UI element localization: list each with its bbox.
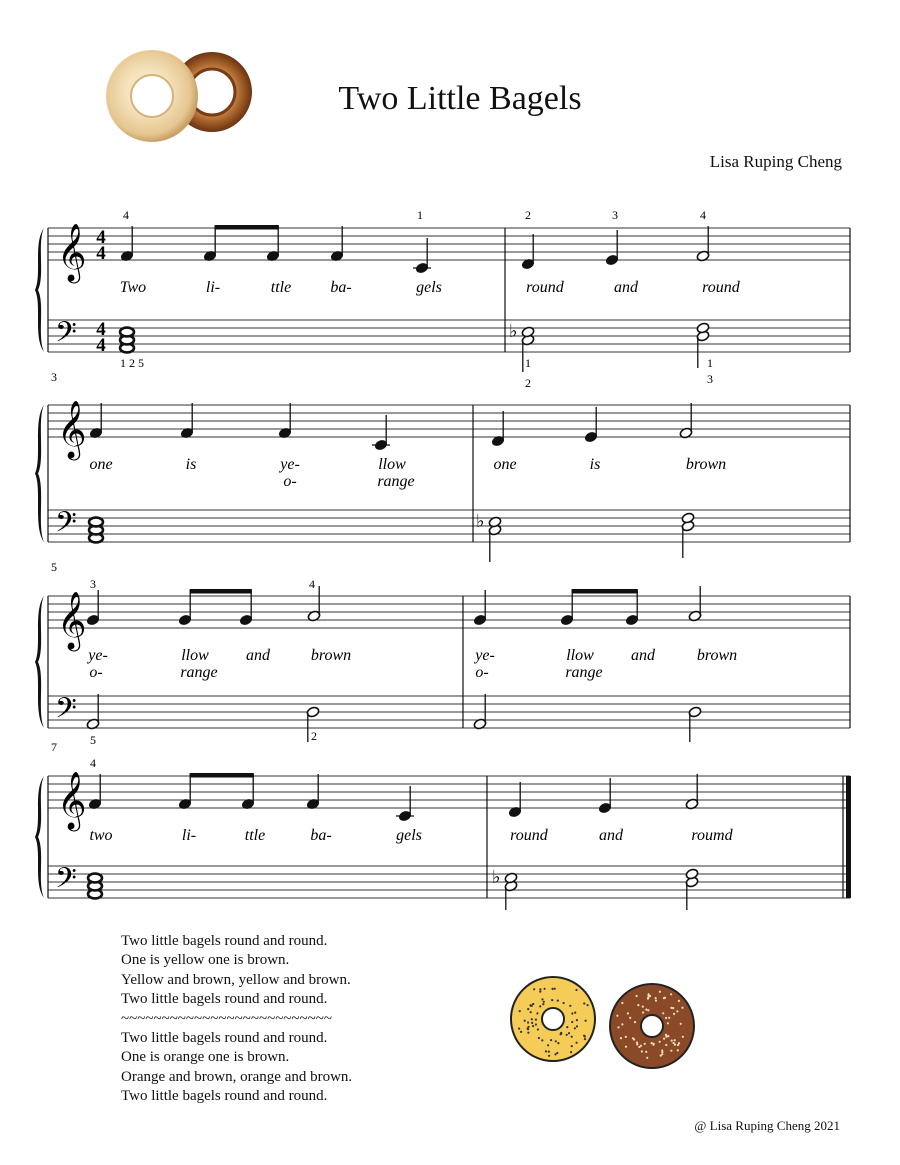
sprinkle xyxy=(566,1026,568,1028)
sprinkle xyxy=(621,1002,623,1004)
fingering-number: 4 xyxy=(700,208,706,222)
sprinkle xyxy=(674,1044,676,1046)
treble-clef-icon: 𝄞 xyxy=(57,401,87,457)
lyric-syllable: round xyxy=(526,279,564,296)
donuts-illustration xyxy=(505,975,705,1070)
sprinkle xyxy=(625,1036,627,1038)
lyric-syllable: llow xyxy=(566,647,594,664)
sprinkle xyxy=(678,1000,680,1002)
sprinkle xyxy=(651,1042,653,1044)
measure-number: 3 xyxy=(51,370,57,384)
sprinkle xyxy=(646,1057,648,1059)
sprinkle xyxy=(648,993,650,995)
grand-staff-brace xyxy=(35,596,44,728)
sprinkle xyxy=(647,1009,649,1011)
sprinkle xyxy=(554,1053,556,1055)
bass-clef-icon: 𝄢 xyxy=(55,694,77,731)
sprinkle xyxy=(571,1021,573,1023)
lyric-syllable: round xyxy=(702,279,740,296)
sprinkle xyxy=(555,1040,557,1042)
note-beam xyxy=(190,773,254,778)
yellow-donut-icon xyxy=(511,977,595,1061)
sprinkle xyxy=(633,1038,635,1040)
sprinkle xyxy=(647,998,649,1000)
lyric-syllable: and xyxy=(614,279,638,296)
sprinkle xyxy=(645,1009,647,1011)
sprinkle xyxy=(576,1025,578,1027)
sprinkle xyxy=(519,1010,521,1012)
lyric-syllable: ba- xyxy=(330,279,352,296)
lyric-syllable: gels xyxy=(416,279,442,296)
copyright-notice: @ Lisa Ruping Cheng 2021 xyxy=(694,1118,840,1133)
sprinkle xyxy=(545,1050,547,1052)
sprinkle xyxy=(560,1032,562,1034)
sprinkle xyxy=(571,1036,573,1038)
sprinkle xyxy=(541,998,543,1000)
sprinkle xyxy=(671,1040,673,1042)
sprinkle xyxy=(655,997,657,999)
sprinkle xyxy=(661,1053,663,1055)
sprinkle xyxy=(527,1008,529,1010)
final-barline-thick xyxy=(846,776,851,898)
time-signature-bottom: 4 xyxy=(96,335,106,356)
sprinkle xyxy=(636,995,638,997)
sprinkle xyxy=(554,988,556,990)
lyric-syllable: is xyxy=(589,456,601,473)
lyric-syllable: gels xyxy=(396,827,422,844)
note-beam xyxy=(190,589,252,594)
fingering-number: 2 xyxy=(525,376,531,390)
sprinkle xyxy=(539,991,541,993)
lyric-syllable: one xyxy=(89,456,113,473)
page-title: Two Little Bagels xyxy=(338,80,582,117)
sprinkle xyxy=(539,1005,541,1007)
lyric-syllable: brown xyxy=(310,647,352,664)
grand-staff-brace xyxy=(35,405,44,542)
sprinkle xyxy=(541,1039,543,1041)
sprinkle xyxy=(566,1034,568,1036)
sprinkle xyxy=(550,1039,552,1041)
sprinkle xyxy=(638,1046,640,1048)
bass-clef-icon: 𝄢 xyxy=(55,508,77,545)
treble-clef-icon: 𝄞 xyxy=(57,224,87,280)
sprinkle xyxy=(542,1003,544,1005)
sprinkle xyxy=(551,999,553,1001)
lyric-syllable: o- xyxy=(475,664,489,681)
composer-name: Lisa Ruping Cheng xyxy=(709,152,842,171)
sprinkle xyxy=(531,1018,533,1020)
sprinkle xyxy=(530,1004,532,1006)
lyric-syllable: and xyxy=(631,647,655,664)
lyric-syllable: li- xyxy=(181,827,197,844)
sprinkle xyxy=(665,1044,667,1046)
sprinkle xyxy=(524,1020,526,1022)
flat-sign: ♭ xyxy=(476,511,485,531)
sprinkle xyxy=(680,1023,682,1025)
lyrics-poem xyxy=(121,932,352,1107)
lyric-syllable: llow xyxy=(378,456,406,473)
sprinkle xyxy=(662,1012,664,1014)
sprinkle xyxy=(528,1026,530,1028)
grand-staff-brace xyxy=(35,776,44,898)
sprinkle xyxy=(670,1050,672,1052)
poem-line: Two little bagels round and round. xyxy=(121,1030,328,1047)
poem-line: Orange and brown, orange and brown. xyxy=(121,1068,353,1085)
time-signature-bottom: 4 xyxy=(96,243,106,264)
sprinkle xyxy=(674,1039,676,1041)
sprinkle xyxy=(661,1051,663,1053)
poem-line: ~~~~~~~~~~~~~~~~~~~~~~~~~~ xyxy=(121,1010,332,1027)
lyric-syllable: is xyxy=(185,456,197,473)
sprinkle xyxy=(535,1023,537,1025)
fingering-number: 2 xyxy=(525,208,531,222)
sprinkle xyxy=(571,1012,573,1014)
sprinkle xyxy=(621,1023,623,1025)
sprinkle xyxy=(539,988,541,990)
sprinkle xyxy=(563,1002,565,1004)
lyric-syllable: ba- xyxy=(310,827,332,844)
sprinkle xyxy=(585,1020,587,1022)
sprinkle xyxy=(665,1034,667,1036)
sprinkle xyxy=(576,1042,578,1044)
sprinkle xyxy=(531,1022,533,1024)
flat-sign: ♭ xyxy=(492,867,501,887)
sprinkle xyxy=(532,1003,534,1005)
poem-line: Two little bagels round and round. xyxy=(121,1088,328,1105)
sprinkle xyxy=(629,1017,631,1019)
fingering-number: 1 xyxy=(525,356,531,370)
bass-clef-icon: 𝄢 xyxy=(55,864,77,901)
sprinkle xyxy=(668,1017,670,1019)
time-signature-top: 4 xyxy=(96,227,106,248)
time-signature-top: 4 xyxy=(96,319,106,340)
sprinkle xyxy=(544,988,546,990)
sprinkle xyxy=(676,1010,678,1012)
sprinkle xyxy=(670,993,672,995)
flat-sign: ♭ xyxy=(509,321,518,341)
sprinkle xyxy=(574,1027,576,1029)
sprinkle xyxy=(574,1012,576,1014)
sprinkle xyxy=(587,1004,589,1006)
sprinkle xyxy=(645,1051,647,1053)
poem-line: Yellow and brown, yellow and brown. xyxy=(121,971,351,988)
sprinkle xyxy=(627,1012,629,1014)
lyric-syllable: range xyxy=(377,473,415,490)
sprinkle xyxy=(670,1007,672,1009)
lyric-syllable: and xyxy=(599,827,623,844)
fingering-number: 4 xyxy=(90,756,96,770)
sprinkle xyxy=(537,1028,539,1030)
lyric-syllable: ye- xyxy=(475,647,495,664)
sprinkle xyxy=(536,1012,538,1014)
sprinkle xyxy=(634,1021,636,1023)
note-beam xyxy=(572,589,638,594)
sprinkle xyxy=(617,1026,619,1028)
bass-note xyxy=(88,874,102,883)
poem-line: One is orange one is brown. xyxy=(121,1049,290,1066)
lyric-syllable: ttle xyxy=(270,279,292,296)
fingering-number: 4 xyxy=(309,577,315,591)
sprinkle xyxy=(557,1000,559,1002)
fingering-number: 1 xyxy=(417,208,423,222)
measure-number: 7 xyxy=(51,740,57,754)
sprinkle xyxy=(652,1044,654,1046)
sprinkle xyxy=(518,1028,520,1030)
treble-clef-icon: 𝄞 xyxy=(57,592,87,648)
sprinkle xyxy=(641,1050,643,1052)
grand-staff-brace xyxy=(35,228,44,352)
poem-line: Two little bagels round and round. xyxy=(121,991,328,1008)
sprinkle xyxy=(569,1005,571,1007)
sprinkle xyxy=(568,1032,570,1034)
sprinkle xyxy=(659,1041,661,1043)
sprinkle xyxy=(530,1011,532,1013)
sprinkle xyxy=(575,989,577,991)
sprinkle xyxy=(571,1045,573,1047)
fingering-number: 2 xyxy=(311,729,317,743)
measure-number: 5 xyxy=(51,560,57,574)
sprinkle xyxy=(527,1032,529,1034)
sprinkle xyxy=(637,1004,639,1006)
sprinkle xyxy=(616,1015,618,1017)
sprinkle xyxy=(636,1042,638,1044)
lyric-syllable: llow xyxy=(181,647,209,664)
lyric-syllable: round xyxy=(510,827,548,844)
sprinkle xyxy=(644,1043,646,1045)
poem-line: One is yellow one is brown. xyxy=(121,952,290,969)
sprinkle xyxy=(655,1000,657,1002)
sprinkle xyxy=(548,1051,550,1053)
sprinkle xyxy=(677,1049,679,1051)
sprinkle xyxy=(663,1038,665,1040)
lyric-syllable: roumd xyxy=(691,827,733,844)
sprinkle xyxy=(533,988,535,990)
sprinkle xyxy=(681,1007,683,1009)
sprinkle xyxy=(667,1022,669,1024)
sprinkle xyxy=(557,1042,559,1044)
fingering-number: 1 2 5 xyxy=(120,356,144,370)
sprinkle xyxy=(584,1035,586,1037)
sprinkle xyxy=(520,1031,522,1033)
lyric-syllable: Two xyxy=(119,279,147,296)
note-beam xyxy=(215,225,279,230)
fingering-number: 1 xyxy=(707,356,713,370)
sprinkle xyxy=(673,1013,675,1015)
treble-clef-icon: 𝄞 xyxy=(57,772,87,828)
sprinkle xyxy=(532,1025,534,1027)
sprinkle xyxy=(642,1011,644,1013)
sprinkle xyxy=(584,1038,586,1040)
fingering-number: 3 xyxy=(612,208,618,222)
fingering-number: 3 xyxy=(90,577,96,591)
lyric-syllable: and xyxy=(246,647,270,664)
sprinkle xyxy=(547,1044,549,1046)
sprinkle xyxy=(665,1017,667,1019)
lyric-syllable: li- xyxy=(205,279,221,296)
fingering-number: 4 xyxy=(123,208,129,222)
sprinkle xyxy=(538,1037,540,1039)
sprinkle xyxy=(570,1051,572,1053)
bass-clef-icon: 𝄢 xyxy=(55,318,77,355)
sprinkle xyxy=(678,1042,680,1044)
lyric-syllable: ye- xyxy=(88,647,108,664)
bass-note xyxy=(89,518,103,527)
sprinkle xyxy=(682,1036,684,1038)
fingering-number: 3 xyxy=(707,372,713,386)
sprinkle xyxy=(543,1001,545,1003)
sprinkle xyxy=(583,1002,585,1004)
lyric-syllable: ttle xyxy=(244,827,266,844)
bass-note xyxy=(120,328,134,337)
sprinkle xyxy=(620,1037,622,1039)
lyric-syllable: o- xyxy=(283,473,297,490)
lyric-syllable: o- xyxy=(89,664,103,681)
sprinkle xyxy=(642,1006,644,1008)
sprinkle xyxy=(551,988,553,990)
sprinkle xyxy=(527,1028,529,1030)
lyric-syllable: range xyxy=(565,664,603,681)
brown-donut-icon xyxy=(610,984,694,1068)
lyric-syllable: brown xyxy=(696,647,738,664)
sprinkle xyxy=(556,1052,558,1054)
sprinkle xyxy=(625,1046,627,1048)
fingering-number: 5 xyxy=(90,733,96,747)
sprinkle xyxy=(535,1019,537,1021)
sprinkle xyxy=(636,1043,638,1045)
poem-line: Two little bagels round and round. xyxy=(121,933,328,949)
lyric-syllable: one xyxy=(493,456,517,473)
lyric-syllable: ye- xyxy=(280,456,300,473)
sprinkle xyxy=(548,1055,550,1057)
lyric-syllable: range xyxy=(180,664,218,681)
lyric-syllable: two xyxy=(89,827,113,844)
sprinkle xyxy=(527,1021,529,1023)
lyric-syllable: brown xyxy=(685,456,727,473)
sprinkle xyxy=(659,991,661,993)
sprinkle xyxy=(663,997,665,999)
sprinkle xyxy=(576,1019,578,1021)
